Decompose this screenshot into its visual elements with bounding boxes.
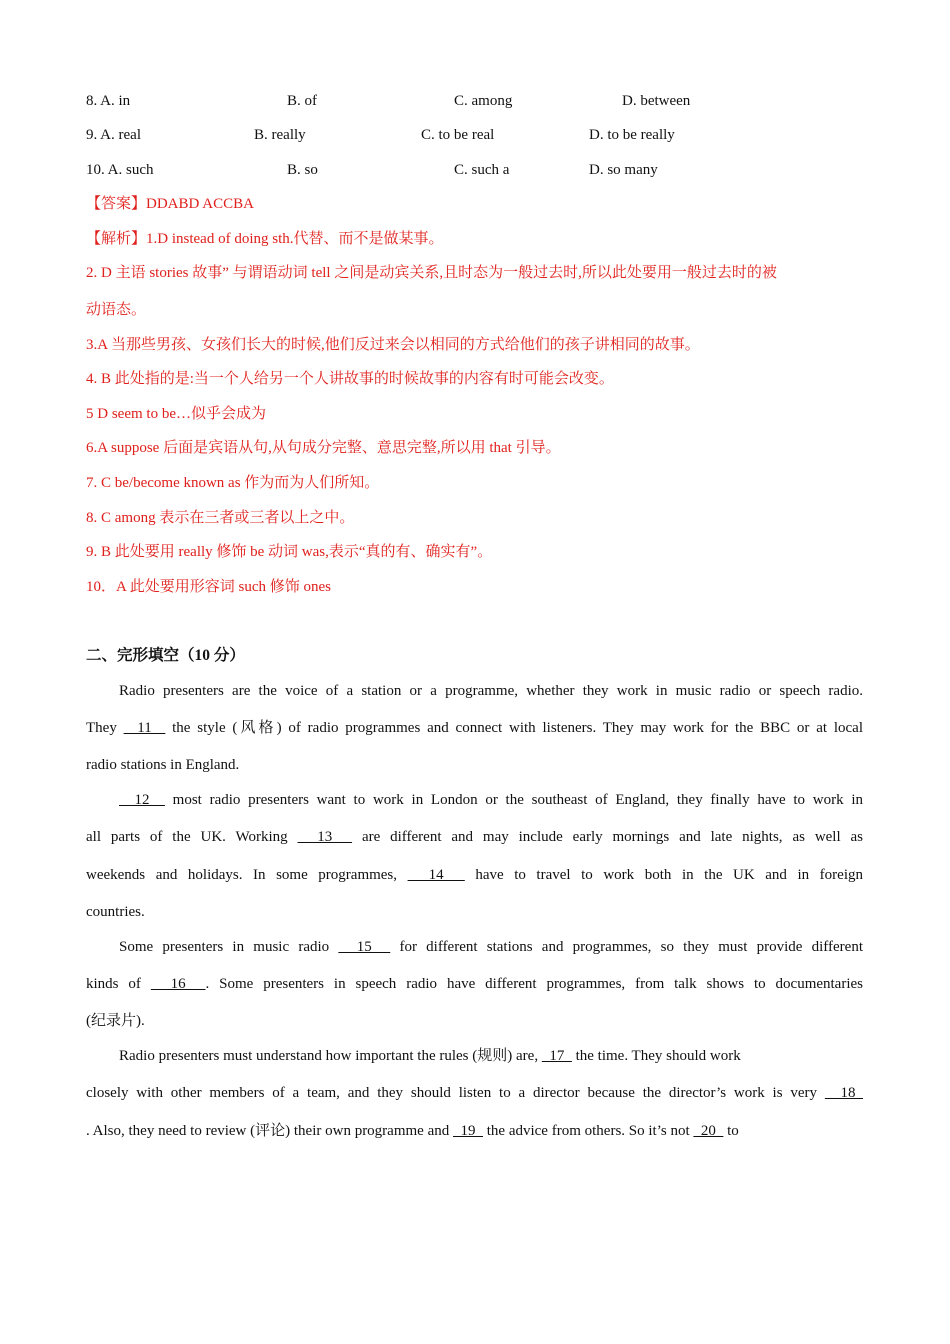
blank-20: 20 xyxy=(693,1123,724,1139)
option-d: D. so many xyxy=(589,162,658,178)
blank-12: 12 xyxy=(119,792,165,808)
explanation-line: 2. D 主语 stories 故事” 与谓语动词 tell 之间是动宾关系,且时态为一般过去时,所以此处要用一般过去时的被 xyxy=(86,265,777,281)
passage-line: Some presenters in music radio 15 for different stations and programmes, so they must provide different xyxy=(119,939,864,955)
explanation-line: 5 D seem to be…似乎会成为 xyxy=(86,406,266,422)
passage-line: 12 most radio presenters want to work in London or the southeast of England, they finally have to work in xyxy=(119,792,863,808)
passage-line: all parts of the UK. Working 13 are different and may include early mornings and late nights, as well as xyxy=(86,829,864,845)
answer-key: 【答案】DDABD ACCBA xyxy=(86,196,254,212)
explanation-line: 动语态。 xyxy=(86,302,147,318)
passage-line: . Also, they need to review (评论) their own programme and 19 the advice from others. So it’s not 20 to xyxy=(86,1123,739,1139)
passage-line: closely with other members of a team, and they should listen to a director because the director’s work is very 18 xyxy=(86,1085,863,1101)
blank-16: 16 xyxy=(150,976,206,992)
option-a: 8. A. in xyxy=(86,93,131,109)
option-b: B. of xyxy=(287,93,317,109)
blank-11: 11 xyxy=(123,720,166,736)
option-c: C. among xyxy=(454,93,513,109)
explanation-line: 10．A 此处要用形容词 such 修饰 ones xyxy=(86,579,331,595)
passage-line: countries. xyxy=(86,904,145,920)
passage-line: weekends and holidays. In some programmes, 14 have to travel to work both in the UK and in foreign xyxy=(86,867,863,883)
option-b: B. really xyxy=(254,127,306,143)
option-a: 10. A. such xyxy=(86,162,154,178)
option-c: C. to be real xyxy=(421,127,495,143)
passage-line: Radio presenters must understand how important the rules (规则) are, 17 the time. They should work xyxy=(119,1048,741,1064)
explanation-line: 3.A 当那些男孩、女孩们长大的时候,他们反过来会以相同的方式给他们的孩子讲相同的故事。 xyxy=(86,337,700,353)
section-title: 二、完形填空（10 分） xyxy=(86,647,245,664)
passage-line: kinds of 16 . Some presenters in speech radio have different programmes, from talk shows to documentaries xyxy=(86,976,864,992)
option-d: D. between xyxy=(622,93,691,109)
option-d: D. to be really xyxy=(589,127,675,143)
explanation-line: 7. C be/become known as 作为而为人们所知。 xyxy=(86,475,380,491)
passage-line: Radio presenters are the voice of a station or a programme, whether they work in music radio or speech radio. xyxy=(119,683,863,699)
passage-line: They 11 the style (风格) of radio programmes and connect with listeners. They may work for the BBC or at local xyxy=(86,720,863,736)
option-b: B. so xyxy=(287,162,318,178)
blank-14: 14 xyxy=(407,867,465,883)
option-a: 9. A. real xyxy=(86,127,141,143)
explanation-line: 9. B 此处要用 really 修饰 be 动词 was,表示“真的有、确实有”。 xyxy=(86,544,493,560)
blank-18: 18 xyxy=(824,1085,863,1101)
blank-19: 19 xyxy=(453,1123,483,1139)
explanation-line: 6.A suppose 后面是宾语从句,从句成分完整、意思完整,所以用 that 引导。 xyxy=(86,440,561,456)
blank-13: 13 xyxy=(297,829,353,845)
passage-line: (纪录片). xyxy=(86,1013,145,1029)
option-c: C. such a xyxy=(454,162,510,178)
blank-17: 17 xyxy=(541,1048,572,1064)
explanation-line: 8. C among 表示在三者或三者以上之中。 xyxy=(86,510,355,526)
explanation-line: 4. B 此处指的是:当一个人给另一个人讲故事的时候故事的内容有时可能会改变。 xyxy=(86,371,614,387)
blank-15: 15 xyxy=(338,939,391,955)
passage-line: radio stations in England. xyxy=(86,757,240,773)
explanation-line: 【解析】1.D instead of doing sth.代替、而不是做某事。 xyxy=(86,231,444,247)
